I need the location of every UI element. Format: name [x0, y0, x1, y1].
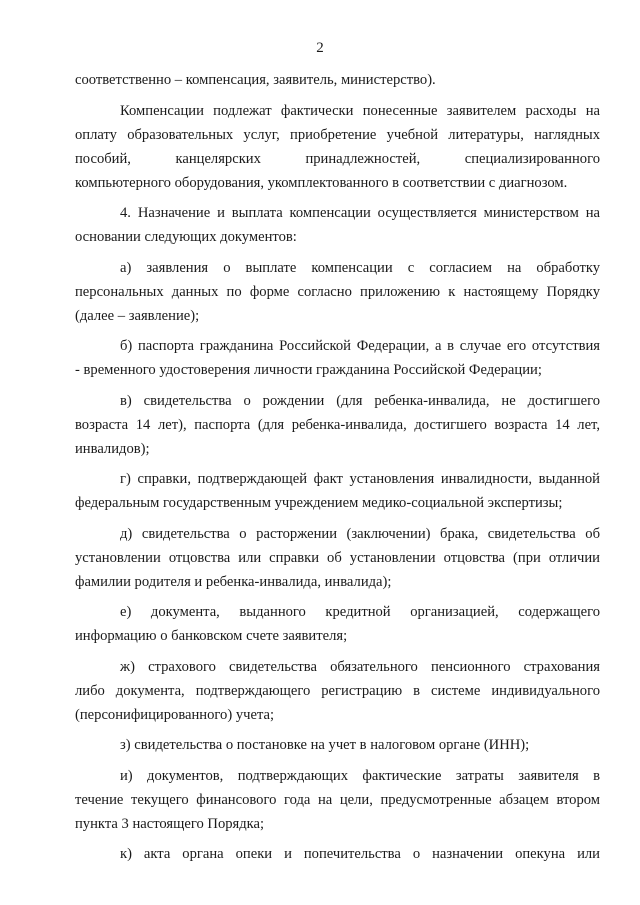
- text-line: инвалидов);: [75, 440, 150, 457]
- paragraph: [75, 522, 600, 594]
- paragraph: [75, 655, 600, 727]
- paragraph: [75, 334, 600, 382]
- paragraph: [75, 764, 600, 836]
- text-line: оплату образовательных услуг, приобретение учебной литературы, наглядных: [75, 126, 600, 143]
- text-line: основании следующих документов:: [75, 229, 297, 245]
- paragraph: [75, 600, 600, 648]
- text-line: федеральным государственным учреждением медико-социальной экспертизы;: [75, 495, 563, 511]
- text-line: е) документа, выданного кредитной организацией, содержащего: [120, 604, 600, 620]
- text-line: возраста 14 лет), паспорта (для ребенка-инвалида, достигшего возраста 14 лет,: [75, 416, 600, 433]
- paragraph: [75, 467, 600, 515]
- text-line: либо документа, подтверждающего регистрацию в системе индивидуального: [75, 682, 600, 699]
- text-line: 4. Назначение и выплата компенсации осуществляется министерством на: [120, 205, 600, 221]
- paragraph: [75, 733, 600, 757]
- paragraph: [75, 842, 600, 866]
- text-line: г) справки, подтверждающей факт установления инвалидности, выданной: [120, 471, 600, 487]
- text-line: д) свидетельства о расторжении (заключении) брака, свидетельства об: [120, 525, 600, 542]
- text-line: соответственно – компенсация, заявитель, министерство).: [75, 72, 436, 88]
- text-line: а) заявления о выплате компенсации с согласием на обработку: [120, 259, 600, 276]
- text-line: фамилии родителя и ребенка-инвалида, инвалида);: [75, 573, 392, 590]
- text-line: Компенсации подлежат фактически понесенные заявителем расходы на: [120, 102, 600, 119]
- text-line: ж) страхового свидетельства обязательного пенсионного страхования: [120, 658, 600, 675]
- paragraph: [75, 68, 600, 92]
- paragraph: [75, 256, 600, 328]
- text-line: течение текущего финансового года на цели, предусмотренные абзацем втором: [75, 791, 600, 808]
- page-number: 2: [316, 40, 324, 56]
- text-line: - временного удостоверения личности гражданина Российской Федерации;: [75, 362, 542, 378]
- text-line: з) свидетельства о постановке на учет в налоговом органе (ИНН);: [120, 737, 530, 753]
- text-line: установлении отцовства или справки об установлении отцовства (при отличии: [75, 549, 600, 566]
- text-line: информацию о банковском счете заявителя;: [75, 628, 348, 644]
- text-line: пособий, канцелярских принадлежностей, специализированного: [75, 150, 600, 167]
- text-line: компьютерного оборудования, укомплектованного в соответствии с диагнозом.: [75, 174, 568, 191]
- paragraph: [75, 201, 600, 249]
- text-line: в) свидетельства о рождении (для ребенка-инвалида, не достигшего: [120, 392, 600, 409]
- text-line: к) акта органа опеки и попечительства о назначении опекуна или: [120, 846, 600, 862]
- paragraph: [75, 99, 600, 195]
- text-line: (персонифицированного) учета;: [75, 706, 275, 723]
- paragraph: [75, 389, 600, 461]
- text-line: пункта 3 настоящего Порядка;: [75, 815, 265, 832]
- document-body: [75, 68, 600, 866]
- text-line: персональных данных по форме согласно приложению к настоящему Порядку: [75, 283, 600, 300]
- text-line: (далее – заявление);: [75, 307, 200, 324]
- text-line: и) документов, подтверждающих фактические затраты заявителя в: [120, 767, 600, 784]
- text-line: б) паспорта гражданина Российской Федерации, а в случае его отсутствия: [120, 338, 600, 354]
